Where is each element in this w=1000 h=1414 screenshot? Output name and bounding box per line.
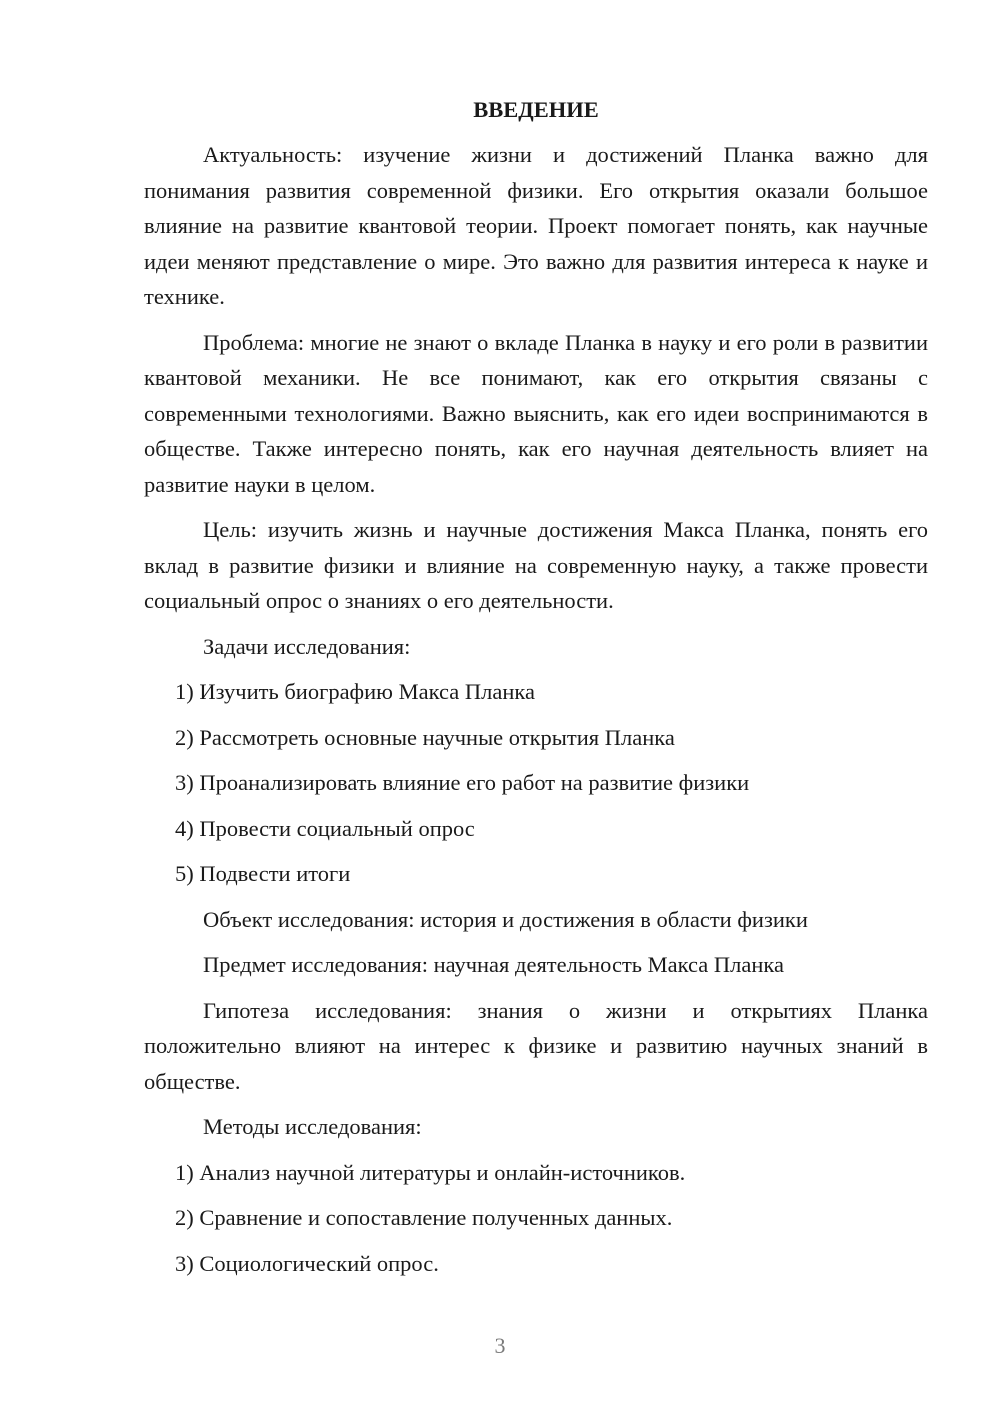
task-item-3: 3) Проанализировать влияние его работ на развитие физики [175,770,750,795]
section-title: ВВЕДЕНИЕ [473,97,599,122]
hypothesis-paragraph: Гипотеза исследования: знания о жизни и открытиях Планка положительно влияют на интерес к физике и развитию научных знаний в обществе. [144,997,928,1094]
method-item-1: 1) Анализ научной литературы и онлайн-источников. [175,1159,686,1185]
problem-paragraph: Проблема: многие не знают о вкладе Планка в науку и его роли в развитии квантовой механики. Не все понимают, как его открытия связаны с современными технологиями. Важно выяснить, как его идеи воспринимаются в обществе. Также интересно понять, как его научная деятельность влияет на развитие науки в целом. [144,329,928,497]
tasks-heading: Задачи исследования: [203,633,411,659]
goal-paragraph: Цель: изучить жизнь и научные достижения Макса Планка, понять его вклад в развитие физики и влияние на современную науку, а также провести социальный опрос о знаниях о его деятельности. [144,517,928,613]
task-item-1: 1) Изучить биографию Макса Планка [175,679,535,704]
page-content [144,94,928,1291]
task-item-4: 4) Провести социальный опрос [175,815,475,841]
page-number: 3 [494,1333,506,1358]
methods-heading: Методы исследования: [203,1114,422,1139]
research-subject: Предмет исследования: научная деятельность Макса Планка [203,952,784,977]
research-object: Объект исследования: история и достижения в области физики [203,906,808,932]
relevance-paragraph: Актуальность: изучение жизни и достижений Планка важно для понимания развития современной физики. Его открытия оказали большое влияние на развитие квантовой теории. Проект помогает понять, как научные идеи меняют представление о мире. Это важно для развития интереса к науке и технике. [144,142,928,309]
method-item-2: 2) Сравнение и сопоставление полученных данных. [175,1205,673,1230]
method-item-3: 3) Социологический опрос. [175,1250,439,1276]
task-item-5: 5) Подвести итоги [175,861,351,886]
task-item-2: 2) Рассмотреть основные научные открытия Планка [175,724,675,750]
